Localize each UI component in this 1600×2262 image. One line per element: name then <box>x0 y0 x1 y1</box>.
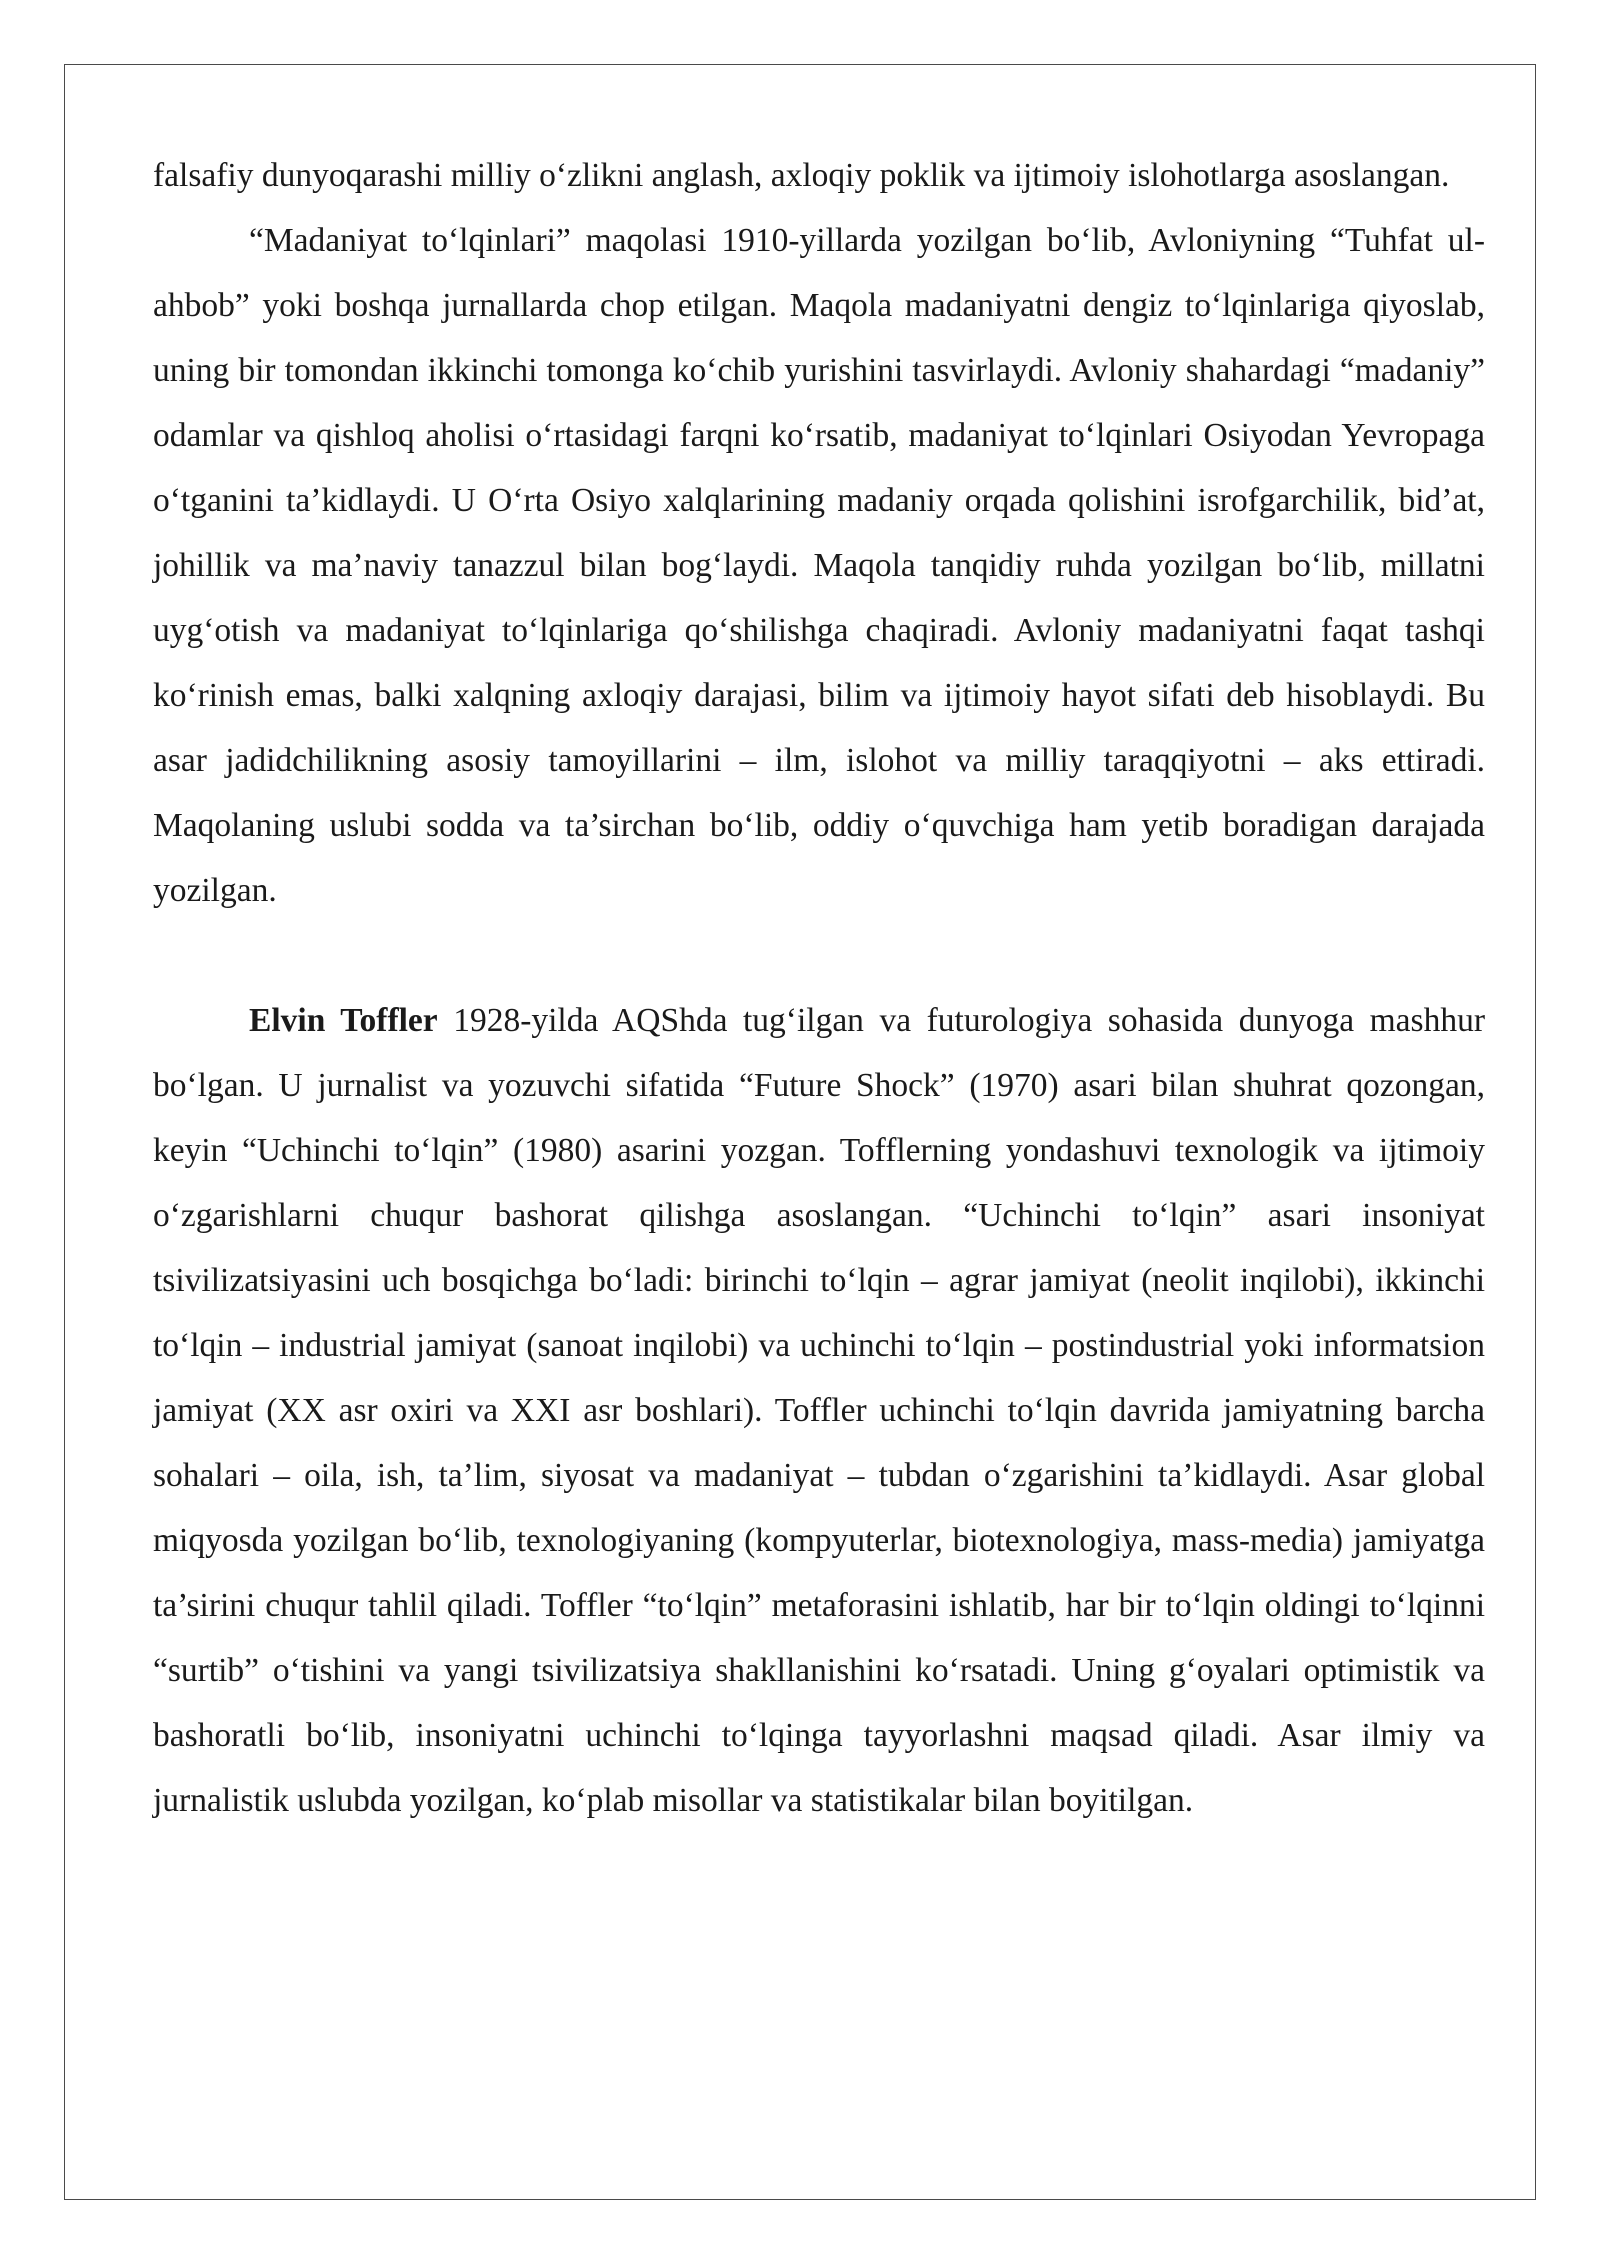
paragraph-toffler-text: 1928-yilda AQShda tug‘ilgan va futurologiya sohasida dunyoga mashhur bo‘lgan. U jurnalist va yozuvchi sifatida “Future Shock” (1970) asari bilan shuhrat qozongan, keyin “Uchinchi to‘lqin” (1980) asarini yozgan. Tofflerning yondashuvi texnologik va ijtimoiy o‘zgarishlarni chuqur bashorat qilishga asoslangan. “Uchinchi to‘lqin” asari insoniyat tsivilizatsiyasini uch bosqichga bo‘ladi: birinchi to‘lqin – agrar jamiyat (neolit inqilobi), ikkinchi to‘lqin – industrial jamiyat (sanoat inqilobi) va uchinchi to‘lqin – postindustrial yoki informatsion jamiyat (XX asr oxiri va XXI asr boshlari). Toffler uchinchi to‘lqin davrida jamiyatning barcha sohalari – oila, ish, ta’lim, siyosat va madaniyat – tubdan o‘zgarishini ta’kidlaydi. Asar global miqyosda yozilgan bo‘lib, texnologiyaning (kompyuterlar, biotexnologiya, mass-media) jamiyatga ta’sirini chuqur tahlil qiladi. Toffler “to‘lqin” metaforasini ishlatib, har bir to‘lqin oldingi to‘lqinni “surtib” o‘tishini va yangi tsivilizatsiya shakllanishini ko‘rsatadi. Uning g‘oyalari optimistik va bashoratli bo‘lib, insoniyatni uchinchi to‘lqinga tayyorlashni maqsad qiladi. Asar ilmiy va jurnalistik uslubda yozilgan, ko‘plab misollar va statistikalar bilan boyitilgan. <box>153 1002 1485 1819</box>
paragraph-continuation: falsafiy dunyoqarashi milliy o‘zlikni anglash, axloqiy poklik va ijtimoiy islohotlarga asoslangan. <box>153 157 1450 194</box>
paragraph-gap <box>153 923 1485 988</box>
author-name-bold: Elvin Toffler <box>249 1002 438 1039</box>
paragraph-elvin-toffler <box>153 988 1485 1833</box>
document-body <box>153 143 1485 1833</box>
paragraph-madaniyat-toqlinlari: “Madaniyat to‘lqinlari” maqolasi 1910-yillarda yozilgan bo‘lib, Avloniyning “Tuhfat ul-ahbob” yoki boshqa jurnallarda chop etilgan. Maqola madaniyatni dengiz to‘lqinlariga qiyoslab, uning bir tomondan ikkinchi tomonga ko‘chib yurishini tasvirlaydi. Avloniy shahardagi “madaniy” odamlar va qishloq aholisi o‘rtasidagi farqni ko‘rsatib, madaniyat to‘lqinlari Osiyodan Yevropaga o‘tganini ta’kidlaydi. U O‘rta Osiyo xalqlarining madaniy orqada qolishini isrofgarchilik, bid’at, johillik va ma’naviy tanazzul bilan bog‘laydi. Maqola tanqidiy ruhda yozilgan bo‘lib, millatni uyg‘otish va madaniyat to‘lqinlariga qo‘shilishga chaqiradi. Avloniy madaniyatni faqat tashqi ko‘rinish emas, balki xalqning axloqiy darajasi, bilim va ijtimoiy hayot sifati deb hisoblaydi. Bu asar jadidchilikning asosiy tamoyillarini – ilm, islohot va milliy taraqqiyotni – aks ettiradi. Maqolaning uslubi sodda va ta’sirchan bo‘lib, oddiy o‘quvchiga ham yetib boradigan darajada yozilgan. <box>153 222 1485 909</box>
